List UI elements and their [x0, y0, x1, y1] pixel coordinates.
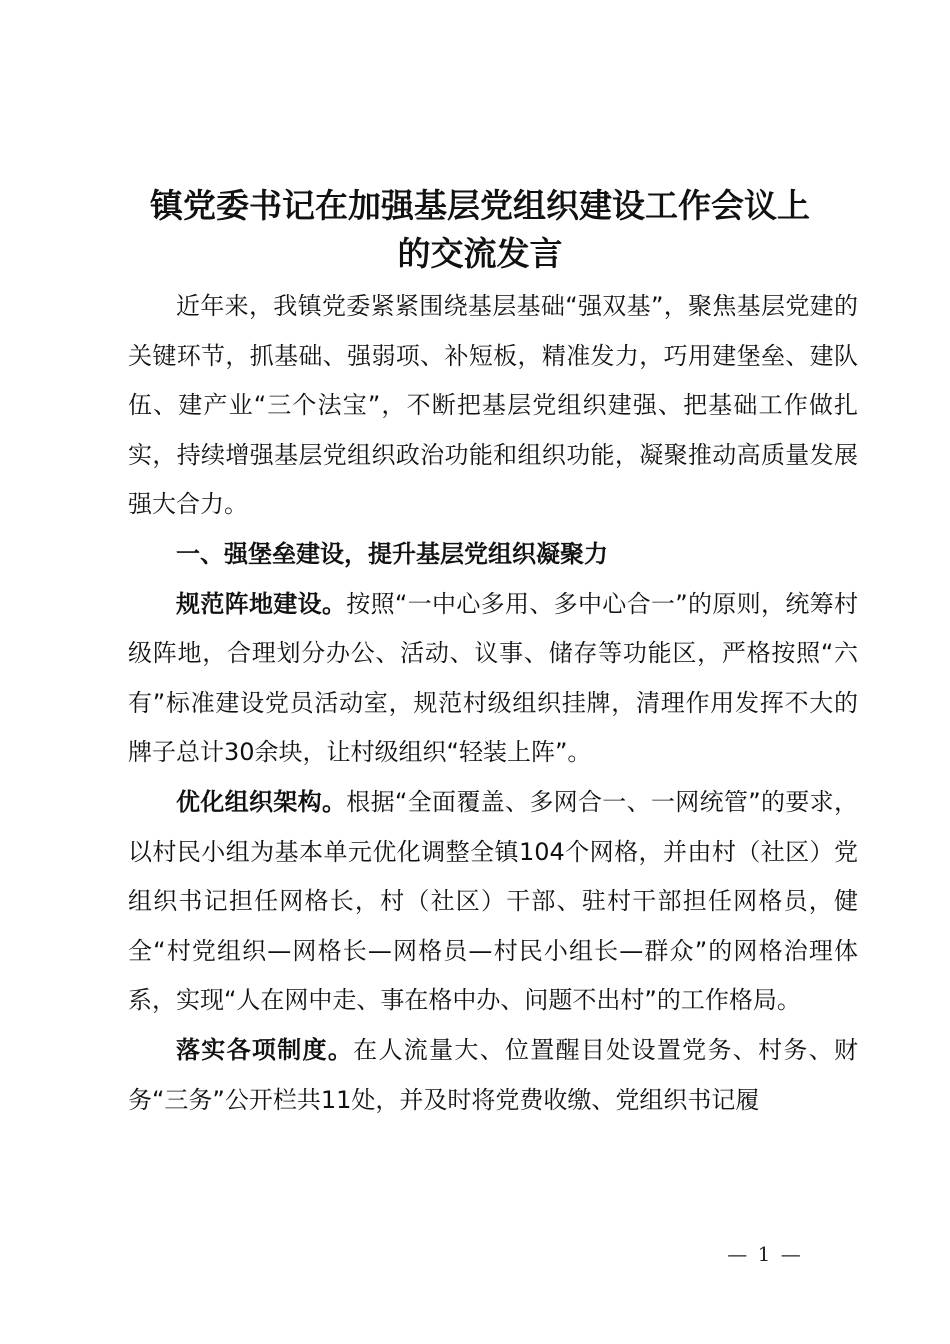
paragraph-text: 根据“全面覆盖、多网合一、一网统管”的要求，以村民小组为基本单元优化调整全镇104个网格，并由村（社区）党组织书记担任网格长，村（社区）干部、驻村干部担任网格员，健全“村党组织—网格长—网格员—村民小组长—群众”的网格治理体系，实现“人在网中走、事在格中办、问题不出村”的工作格局。: [128, 787, 858, 1015]
paragraph-optimize-structure: [128, 778, 858, 1026]
page-number: — 1 —: [727, 1242, 803, 1266]
intro-paragraph: 近年来，我镇党委紧紧围绕基层基础“强双基”，聚焦基层党建的关键环节，抓基础、强弱项、补短板，精准发力，巧用建堡垒、建队伍、建产业“三个法宝”，不断把基层党组织建强、把基础工作做扎实，持续增强基层党组织政治功能和组织功能，凝聚推动高质量发展强大合力。: [128, 292, 858, 519]
paragraph-text: 在人流量大、位置醒目处设置党务、村务、财务“三务”公开栏共11处，并及时将党费收缴、党组织书记履: [128, 1035, 859, 1114]
paragraph-implement-systems: [128, 1026, 858, 1125]
paragraph-lead: 优化组织架构。: [176, 787, 347, 816]
title-line-1: 镇党委书记在加强基层党组织建设工作会议上: [150, 186, 810, 225]
document-title: [110, 182, 850, 278]
paragraph-standardize-positions: [128, 580, 858, 778]
paragraph-lead: 落实各项制度。: [176, 1035, 354, 1064]
paragraph-lead: 规范阵地建设。: [176, 589, 347, 618]
document-body: [128, 282, 858, 1125]
section-heading-1: 一、强堡垒建设，提升基层党组织凝聚力: [176, 539, 608, 568]
paragraph-text: 按照“一中心多用、多中心合一”的原则，统筹村级阵地，合理划分办公、活动、议事、储存等功能区，严格按照“六有”标准建设党员活动室，规范村级组织挂牌，清理作用发挥不大的牌子总计30余块，让村级组织“轻装上阵”。: [128, 589, 858, 767]
title-line-2: 的交流发言: [397, 234, 563, 273]
